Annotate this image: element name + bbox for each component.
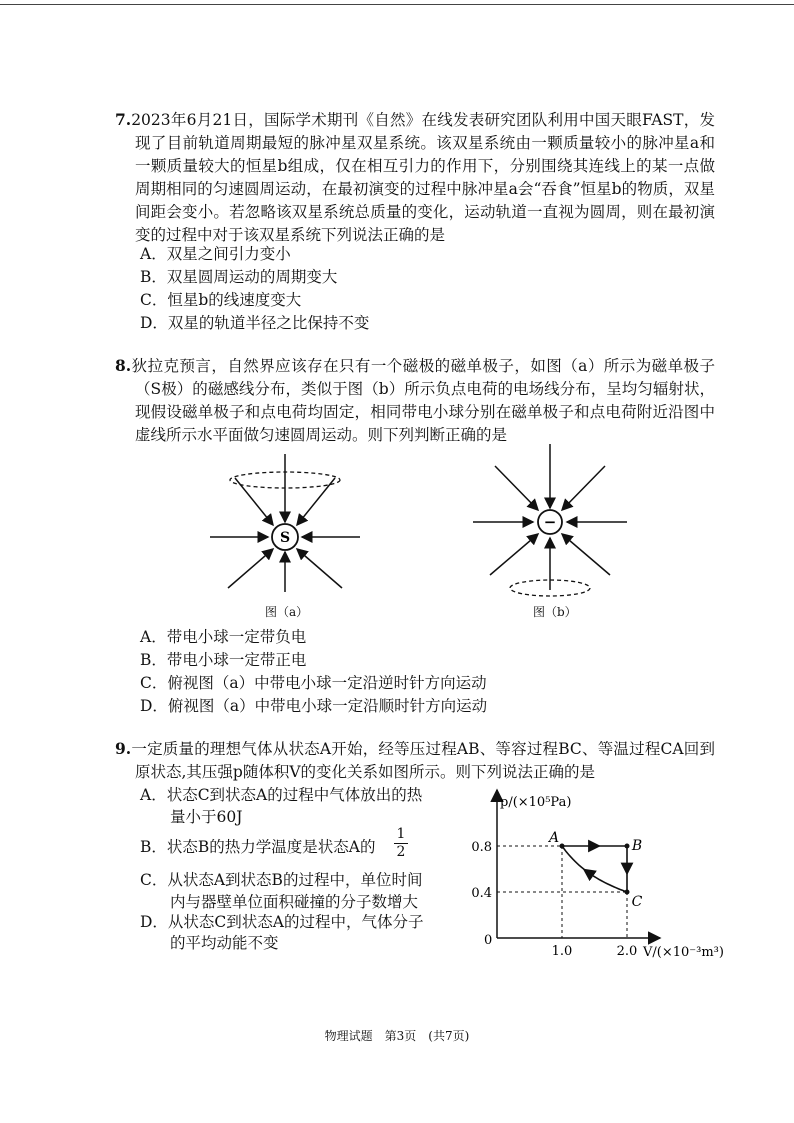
question-number: 8. (115, 356, 132, 375)
fraction-numerator: 1 (396, 826, 406, 842)
figure-b-negative-charge (465, 440, 635, 605)
y-tick-label: 0.8 (471, 840, 492, 855)
y-axis-label: p/(×10⁵Pa) (500, 795, 572, 810)
state-label-b: B (631, 838, 643, 854)
state-label-a: A (548, 830, 560, 846)
option-d-cont: 的平均动能不变 (170, 934, 279, 952)
option-b: B．双星圆周运动的周期变大 (140, 268, 338, 286)
option-a: A．双星之间引力变小 (140, 245, 291, 263)
option-b (140, 836, 375, 858)
option-c: C．从状态A到状态B的过程中，单位时间 (140, 871, 423, 889)
page-footer: 物理试题 第3页 (共7页) (324, 1029, 470, 1043)
option-a: A．带电小球一定带负电 (140, 628, 307, 646)
option-b: B．带电小球一定带正电 (140, 651, 307, 669)
process-lines (562, 846, 627, 892)
option-d: D．俯视图（a）中带电小球一定沿顺时针方向运动 (140, 697, 488, 715)
option-a-cont: 量小于60J (170, 808, 243, 826)
figure-a-monopole (200, 450, 370, 600)
origin-label: 0 (484, 933, 493, 948)
question-stem: 狄拉克预言，自然界应该存在只有一个磁极的磁单极子，如图（a）所示为磁单极子（S极）的磁感线分布，类似于图（b）所示负点电荷的电场线分布，呈均匀辐射状，现假设磁单极子和点电荷均固定，相同带电小球分别在磁单极子和点电荷附近沿图中虚线所示水平面做匀速圆周运动。则下列判断正确的是 (131, 357, 715, 444)
question-number: 9. (115, 739, 132, 758)
field-lines (210, 454, 360, 592)
scan-top-border (0, 4, 794, 5)
figure-a-caption: 图（a） (265, 605, 309, 619)
option-d: D．从状态C到状态A的过程中，气体分子 (140, 913, 424, 931)
monopole-label: S (279, 530, 291, 546)
question-stem: 一定质量的理想气体从状态A开始，经等压过程AB、等容过程BC、等温过程CA回到原状态,其压强p随体积V的变化关系如图所示。则下列说法正确的是 (131, 740, 715, 781)
option-a: A．状态C到状态A的过程中气体放出的热 (140, 786, 423, 804)
pv-diagram (460, 780, 730, 965)
state-point-c (625, 890, 630, 895)
ticks (471, 840, 637, 959)
state-label-c: C (631, 894, 643, 910)
question-7 (115, 108, 715, 247)
question-8 (115, 354, 715, 447)
x-tick-label: 2.0 (616, 944, 638, 959)
option-b-text: B．状态B的热力学温度是状态A的 (140, 838, 376, 856)
option-c-cont: 内与器壁单位面积碰撞的分子数增大 (170, 893, 419, 911)
question-9 (115, 737, 715, 784)
guide-lines (497, 846, 627, 938)
option-c: C．俯视图（a）中带电小球一定沿逆时针方向运动 (140, 674, 487, 692)
charge-label: − (543, 513, 557, 531)
option-d: D．双星的轨道半径之比保持不变 (140, 314, 370, 332)
figure-b-caption: 图（b） (533, 605, 577, 619)
state-points (547, 830, 643, 910)
fraction-denominator: 2 (394, 843, 408, 861)
x-axis-label: V/(×10⁻³m³) (643, 945, 724, 960)
question-stem: 2023年6月21日，国际学术期刊《自然》在线发表研究团队利用中国天眼FAST，发现了目前轨道周期最短的脉冲星双星系统。该双星系统由一颗质量较小的脉冲星a和一颗质量较大的恒星b组成，仅在相互引力的作用下，分别围绕其连线上的某一点做周期相同的匀速圆周运动，在最初演变的过程中脉冲星a会“吞食”恒星b的物质，双星间距会变小。若忽略该双星系统总质量的变化，运动轨道一直视为圆周，则在最初演变的过程中对于该双星系统下列说法正确的是 (131, 111, 715, 244)
option-c: C．恒星b的线速度变大 (140, 291, 302, 309)
state-point-a (560, 844, 565, 849)
question-number: 7. (115, 110, 132, 129)
process-ca-arrow (588, 872, 591, 874)
process-ca (562, 846, 627, 892)
x-tick-label: 1.0 (551, 944, 573, 959)
fraction-one-half (394, 826, 408, 861)
state-point-b (625, 844, 630, 849)
y-tick-label: 0.4 (471, 886, 492, 901)
